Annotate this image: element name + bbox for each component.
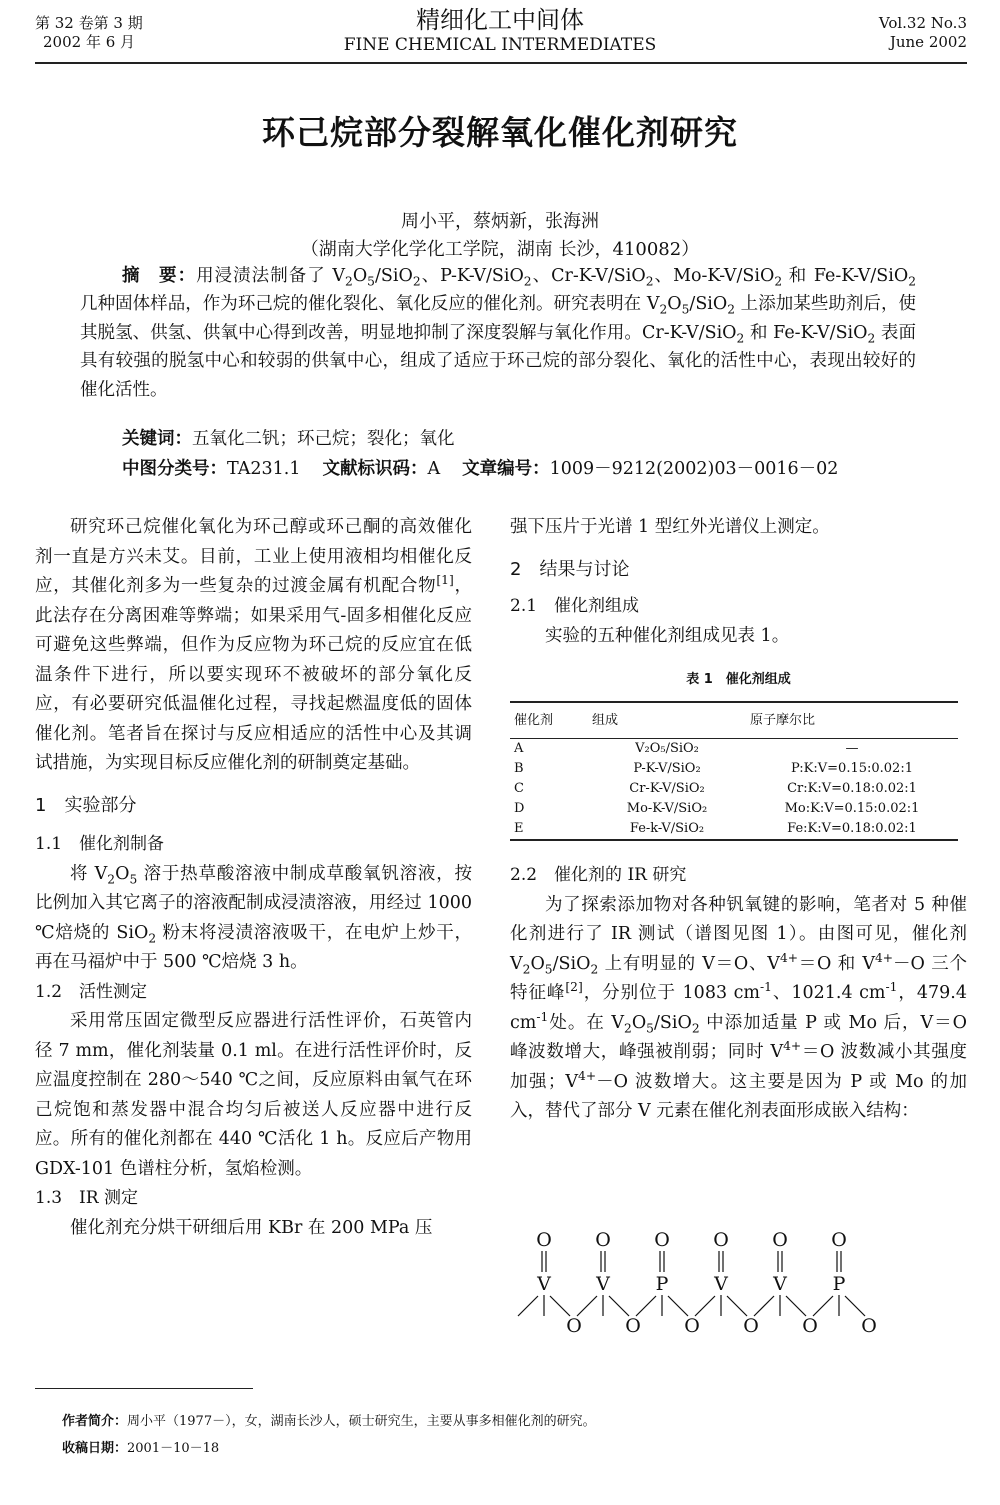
article-title: 环己烷部分裂解氧化催化剂研究 <box>262 113 738 152</box>
header-rule <box>35 62 967 64</box>
footnote-rule <box>35 1388 253 1389</box>
structure-bottom-oxygen: O <box>743 1315 759 1337</box>
structure-single-bond <box>695 1296 715 1316</box>
structure-top-oxygen: O <box>654 1229 670 1251</box>
right-column <box>510 513 967 1127</box>
col-header-ratio: 原子摩尔比 <box>746 702 958 739</box>
affiliation: （湖南大学化学化工学院，湖南 长沙，410082） <box>300 239 700 260</box>
doc-code: A <box>427 459 441 479</box>
abstract: 摘 要：用浸渍法制备了 $V_2O_5/SiO_2$、P-K-V/SiO$_2$、Cr-K-V/SiO$_2$、Mo-K-V/SiO$_2$ 和 Fe-K-V/SiO$_2$ 几种固体样品，作为环己烷的催化裂化、氧化反应的催化剂。研究表明在 $V_2O_5/SiO_2$ 上添加某些助剂后，使其脱氢、供氢、供氧中心得到改善，明显地抑制了深度裂解与氧化作用。Cr-K-V/SiO$_2$ 和 Fe-K-V/SiO$_2$ 表面具有较强的脱氢中心和较弱的供氧中心，组成了适应于环己烷的部分裂化、氧化的活性中心，表现出较好的催化活性。 <box>80 266 917 400</box>
structure-single-bond <box>754 1296 774 1316</box>
structure-bottom-oxygen: O <box>861 1315 877 1337</box>
structure-single-bond <box>636 1296 656 1316</box>
volume-en: Vol.32 No.3 <box>878 14 967 32</box>
structure-top-oxygen: O <box>536 1229 552 1251</box>
keywords <box>122 425 922 450</box>
structure-single-bond <box>577 1296 597 1316</box>
structure-single-bond <box>786 1296 806 1316</box>
intro-paragraph: 研究环己烷催化氧化为环己醇或环己酮的高效催化剂一直是方兴未艾。目前，工业上使用液相均相催化反应，其催化剂多为一些复杂的过渡金属有机配合物[1]，此法存在分离困难等弊端；如果采用气-固多相催化反应可避免这些弊端，但作为反应物为环己烷的反应宜在低温条件下进行，所以要实现环不被破坏的部分氧化反应，有必要研究低温催化过程，寻找起燃温度低的固体催化剂。笔者旨在探讨与反应相适应的活性中心及其调试措施，为实现目标反应催化剂的研制奠定基础。 <box>35 517 473 773</box>
paragraph-1-1: 将 $V_2O_5$ 溶于热草酸溶液中制成草酸氧钒溶液，按比例加入其它离子的溶液配制成浸渍溶液，用经过 1000 ℃焙烧的 SiO$_2$ 粉末将浸渍溶液吸干，在电炉上炒干，再在马福炉中于 500 ℃焙烧 3 h。 <box>35 863 473 972</box>
header-center <box>300 6 700 56</box>
keywords-label: 关键词： <box>122 429 192 449</box>
table-row: D Mo-K-V/SiO₂ Mo:K:V=0.15:0.02:1 <box>514 801 920 816</box>
paragraph-1-3: 催化剂充分烘干研细后用 KBr 在 200 MPa 压 <box>70 1217 433 1238</box>
table-row: A V₂O₅/SiO₂ — <box>514 741 859 756</box>
paragraph-2-2: 为了探索添加物对各种钒氧键的影响，笔者对 5 种催化剂进行了 IR 测试（谱图见图 1）。由图可见，催化剂 $V_2O_5/SiO_2$ 上有明显的 V＝O、$V^{4+}=O$ 和 $V^{4+}-O$ 三个特征峰[2]，分别位于 1083 $cm^{-1}$、1021.4 $cm^{-1}$，479.4 $cm^{-1}$处。在 $V_2O_5/SiO_2$ 中添加适量 P 或 Mo 后，V＝O 峰波数增大，峰强被削弱；同时 $V^{4+}=O$ 波数减小其强度加强；$V^{4+}-O$ 波数增大。这主要是因为 P 或 Mo 的加入，替代了部分 V 元素在催化剂表面形成嵌入结构： <box>510 894 968 1121</box>
journal-title-cn: 精细化工中间体 <box>416 6 584 34</box>
journal-title-en: FINE CHEMICAL INTERMEDIATES <box>343 35 657 55</box>
footnote <box>62 1408 596 1462</box>
classification-line: 中图分类号：TA231.1 文献标识码：A 文章编号：1009－9212(2002)03－0016－02 <box>122 459 839 479</box>
volume-cn: 第 32 卷第 3 期 <box>35 14 143 32</box>
structure-top-oxygen: O <box>831 1229 847 1251</box>
structure-bottom-oxygen: O <box>684 1315 700 1337</box>
subsection-1-2-heading: 1.2 活性测定 <box>35 981 148 1002</box>
structure-single-bond <box>518 1296 538 1316</box>
table-1-title: 表 1 催化剂组成 <box>686 672 791 687</box>
paragraph-1-2: 采用常压固定微型反应器进行活性评价，石英管内径 7 mm，催化剂装量 0.1 ml。在进行活性评价时，反应温度控制在 280～540 ℃之间，反应原料由氧气在环己烷饱和蒸发器中混合均匀后被送人反应器中进行反应。所有的催化剂都在 440 ℃活化 1 h。反应后产物用 GDX-101 色谱柱分析，氢焰检测。 <box>35 1011 472 1179</box>
structure-metal-atom: V <box>773 1273 787 1295</box>
structure-top-oxygen: O <box>713 1229 729 1251</box>
received-date: 收稿日期：2001－10－18 <box>62 1441 220 1456</box>
structure-bottom-oxygen: O <box>802 1315 818 1337</box>
structure-top-oxygen: O <box>772 1229 788 1251</box>
article-number: 1009－9212(2002)03－0016－02 <box>549 459 839 479</box>
section-2-heading: 2 结果与讨论 <box>510 558 630 580</box>
table-row: B P-K-V/SiO₂ P:K:V=0.15:0.02:1 <box>514 761 913 776</box>
authors: 周小平，蔡炳新，张海洲 <box>401 211 599 232</box>
clc-number: TA231.1 <box>227 459 301 479</box>
structure-metal-atom: V <box>596 1273 610 1295</box>
date-cn: 2002 年 6 月 <box>43 33 136 51</box>
header-right <box>850 14 967 52</box>
col-header-catalyst: 催化剂 <box>510 702 588 739</box>
table-row: E Fe-k-V/SiO₂ Fe:K:V=0.18:0.02:1 <box>510 819 958 840</box>
embedded-structure-diagram <box>510 1228 877 1340</box>
catalyst-table <box>510 701 958 842</box>
section-1-heading: 1 实验部分 <box>35 794 137 816</box>
col-header-composition: 组成 <box>588 702 746 739</box>
structure-bottom-oxygen: O <box>625 1315 641 1337</box>
subsection-1-1-heading: 1.1 催化剂制备 <box>35 834 165 854</box>
table-header-row <box>510 702 958 739</box>
keywords-text: 五氧化二钒；环己烷；裂化；氧化 <box>192 429 455 449</box>
subsection-2-1-heading: 2.1 催化剂组成 <box>510 596 640 616</box>
structure-single-bond <box>668 1296 688 1316</box>
structure-metal-atom: P <box>655 1273 669 1295</box>
left-column <box>35 513 472 1243</box>
subsection-2-2-heading: 2.2 催化剂的 IR 研究 <box>510 865 687 885</box>
structure-single-bond <box>845 1296 865 1316</box>
header-left <box>35 14 143 52</box>
structure-single-bond <box>813 1296 833 1316</box>
structure-single-bond <box>609 1296 629 1316</box>
author-bio: 作者简介：周小平（1977－），女，湖南长沙人，硕士研究生，主要从事多相催化剂的研究。 <box>62 1414 596 1429</box>
structure-metal-atom: V <box>714 1273 728 1295</box>
structure-metal-atom: P <box>832 1273 846 1295</box>
structure-single-bond <box>727 1296 747 1316</box>
date-en: June 2002 <box>889 33 967 51</box>
structure-single-bond <box>550 1296 570 1316</box>
abstract-label: 摘 要： <box>122 266 197 286</box>
structure-top-oxygen: O <box>595 1229 611 1251</box>
subsection-1-3-heading: 1.3 IR 测定 <box>35 1188 138 1208</box>
paragraph-1-3-continued: 强下压片于光谱 1 型红外光谱仪上测定。 <box>510 517 830 537</box>
structure-bottom-oxygen: O <box>566 1315 582 1337</box>
table-row: C Cr-K-V/SiO₂ Cr:K:V=0.18:0.02:1 <box>514 781 917 796</box>
structure-metal-atom: V <box>537 1273 551 1295</box>
paragraph-2-1: 实验的五种催化剂组成见表 1。 <box>545 625 790 646</box>
